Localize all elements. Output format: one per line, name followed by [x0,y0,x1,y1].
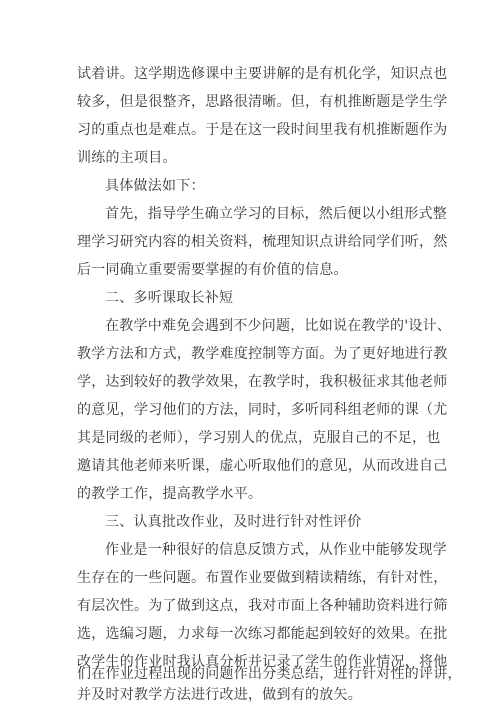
text-line: 学，达到较好的教学效果，在教学时，我积极征求其他老师 [77,374,448,390]
text-line: 并及时对教学方法进行改进，做到有的放矢。 [77,687,362,703]
text-line: 的意见，学习他们的方法，同时，多听同科组老师的课（尤 [77,402,448,418]
text-line: 作业是一种很好的信息反馈方式，从作业中能够发现学 [105,542,447,558]
text-line: 有层次性。为了做到这点，我对市面上各种辅助资料进行筛 [77,598,448,614]
text-line: 的教学工作，提高教学水平。 [77,486,263,502]
text-line: 选，选编习题，力求每一次练习都能起到较好的效果。在批 [77,626,448,642]
section-heading: 二、多听课取长补短 [105,290,234,306]
text-line: 较多，但是很整齐，思路很清晰。但，有机推断题是学生学 [77,94,448,110]
text-line: 具体做法如下： [105,178,205,194]
text-line: 后一同确立重要需要掌握的有价值的信息。 [77,262,348,278]
text-line: 邀请其他老师来听课，虚心听取他们的意见，从而改进自己 [77,458,448,474]
text-line: 生存在的一些问题。布置作业要做到精读精练，有针对性， [77,570,448,586]
text-line: 首先，指导学生确立学习的目标，然后便以小组形式整 [105,206,447,222]
section-heading: 三、认真批改作业，及时进行针对性评价 [105,514,362,530]
text-line: 试着讲。这学期选修课中主要讲解的是有机化学，知识点也 [77,66,448,82]
text-line: 习的重点也是难点。于是在这一段时间里我有机推断题作为 [77,122,448,138]
text-line: 其是同级的老师），学习别人的优点，克服自己的不足，也 [77,430,441,446]
text-line: 理学习研究内容的相关资料，梳理知识点讲给同学们听，然 [77,234,448,250]
text-line: 教学方法和方式，教学难度控制等方面。为了更好地进行教 [77,346,448,362]
text-line: 在教学中难免会遇到不少问题，比如说在教学的'设计、 [105,318,452,334]
text-line: 训练的主项目。 [77,150,177,166]
text-line: 改学生的作业时我认真分析并记录了学生的作业情况，将他 [77,654,448,670]
text-line: 们在作业过程出现的问题作出分类总结，进行针对性的评讲， [77,666,462,682]
